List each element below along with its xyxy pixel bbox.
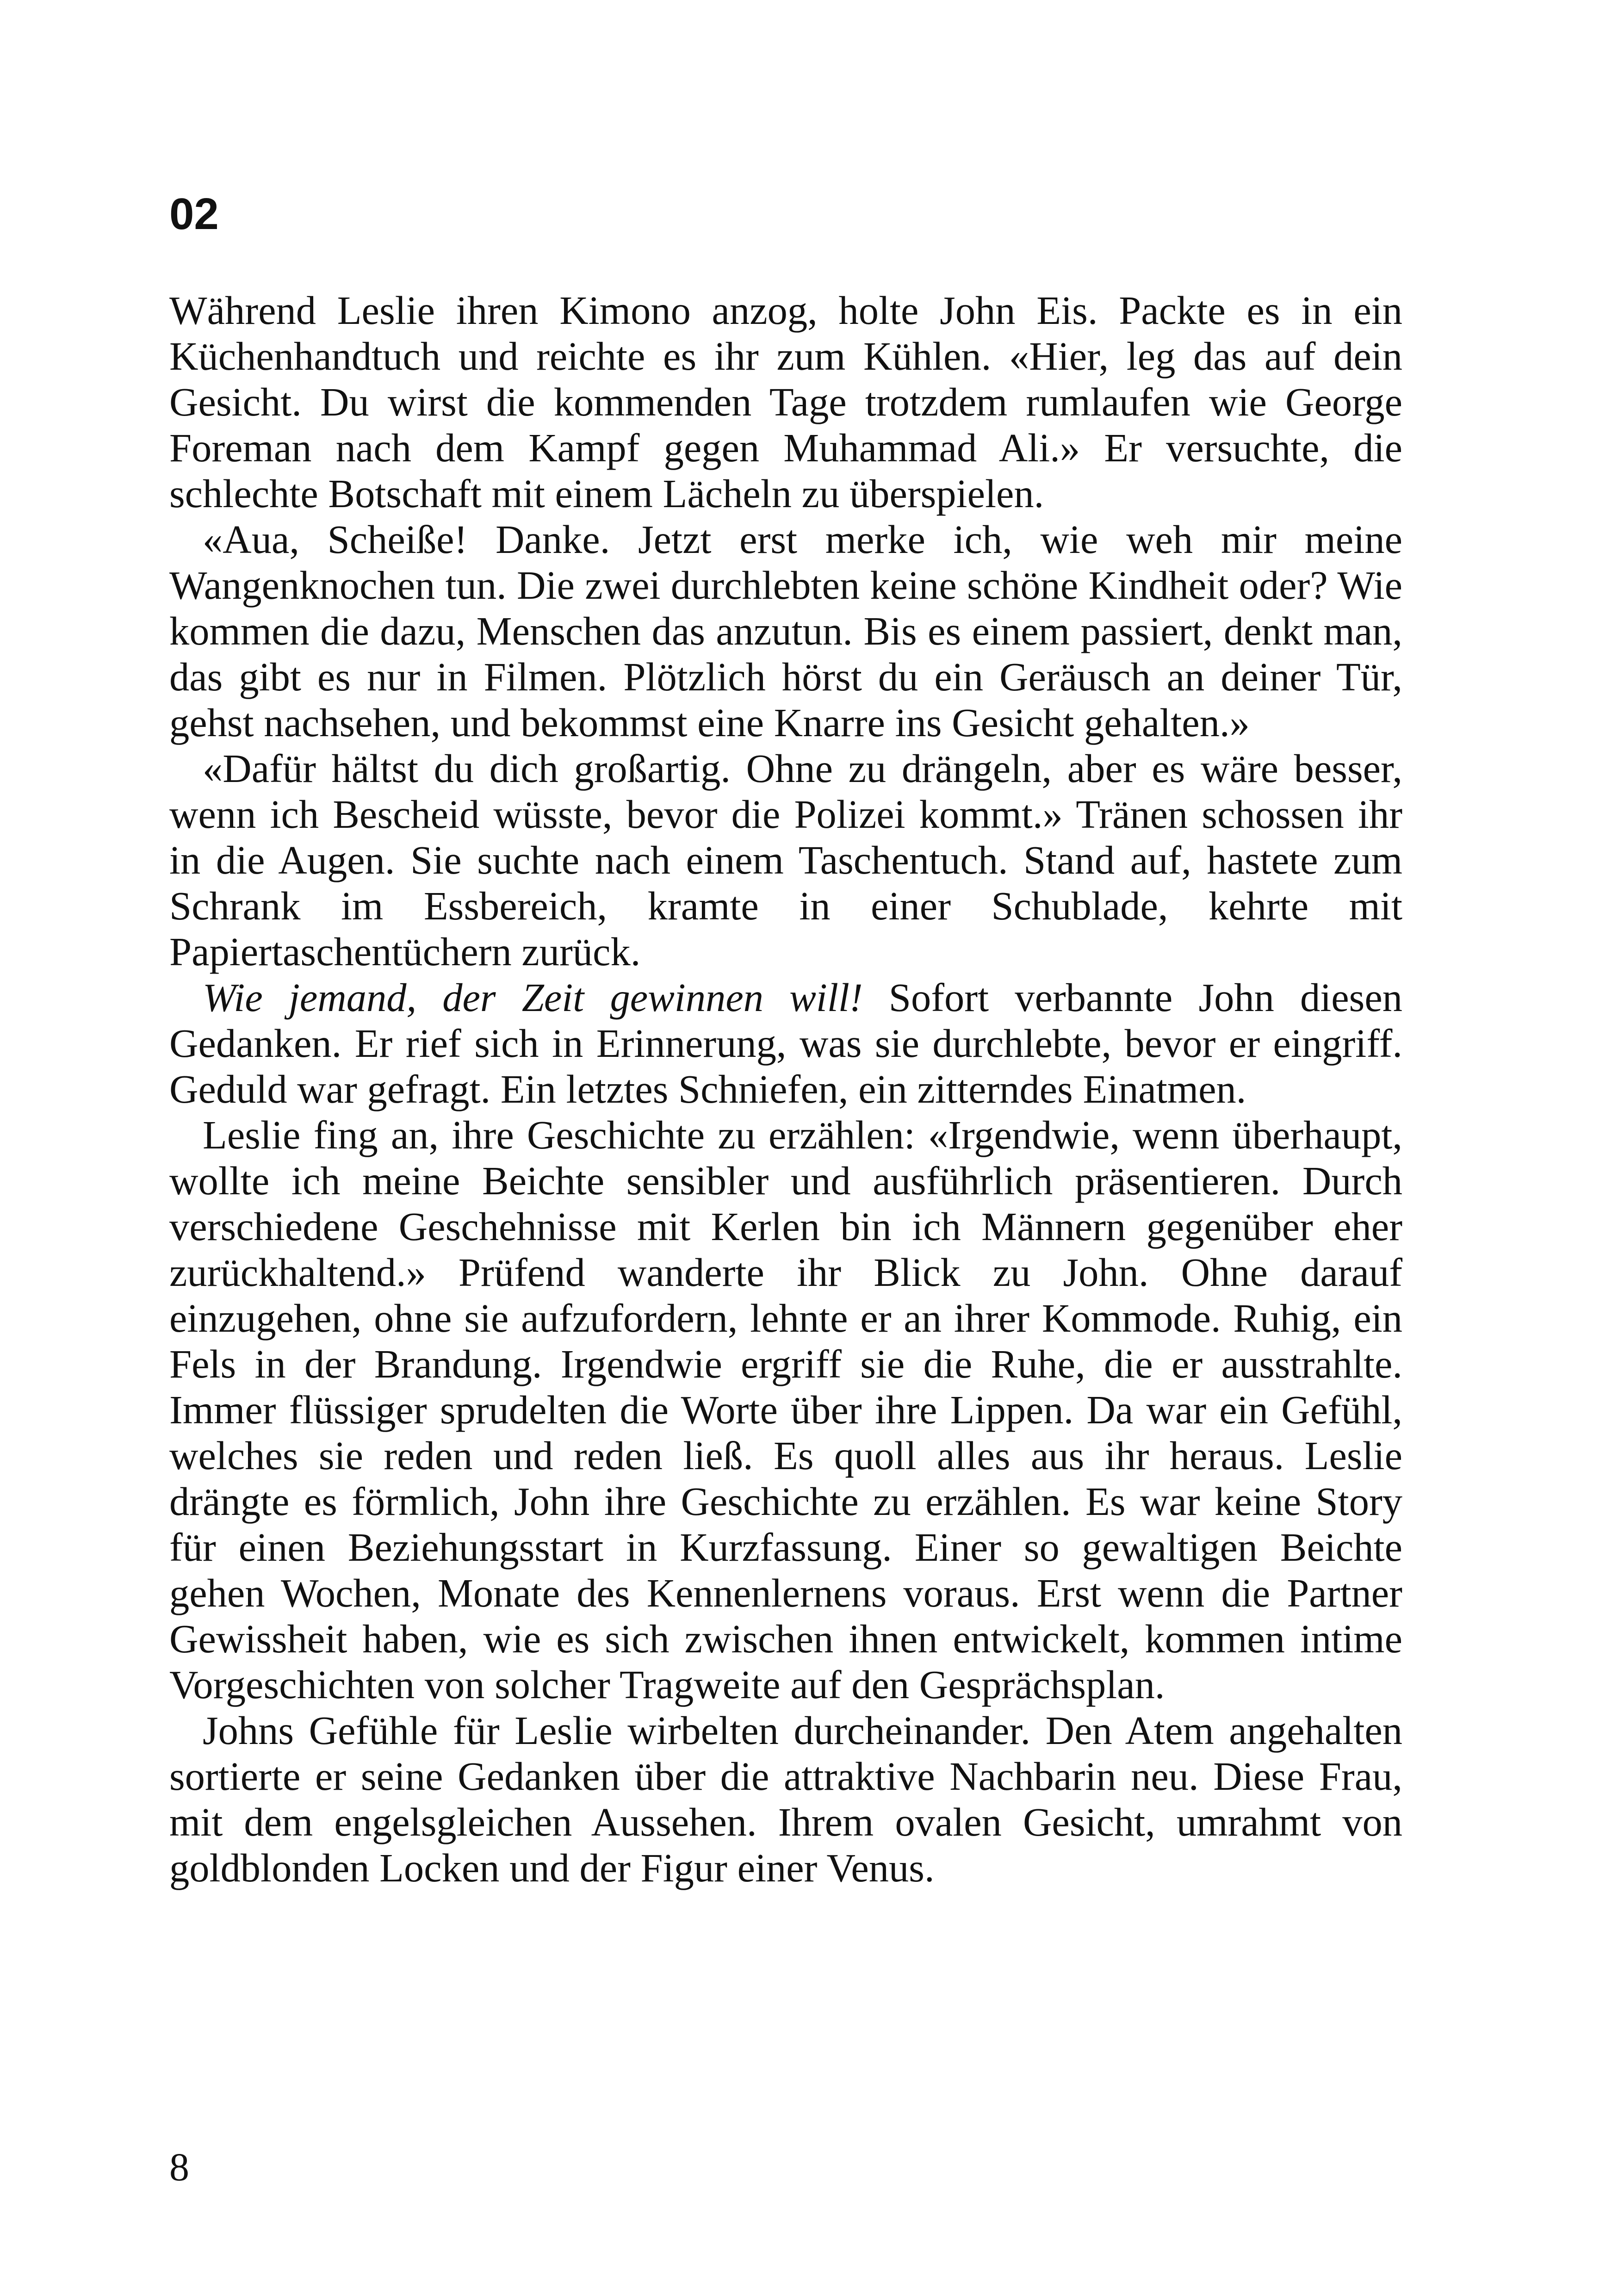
paragraph bbox=[169, 288, 1402, 517]
paragraph-text: «Dafür hältst du dich großartig. Ohne zu drängeln, aber es wäre besser, wenn ich Bescheid wüsste, bevor die Polizei kommt.» Tränen schossen ihr in die Augen. Sie suchte nach einem Taschentuch. Stand auf, hastete zum Schrank im Essbereich, kramte in einer Schublade, kehrte mit Papiertaschentüchern zurück. bbox=[169, 746, 1402, 974]
paragraph bbox=[169, 517, 1402, 746]
paragraph bbox=[169, 746, 1402, 975]
paragraph-text: Leslie fing an, ihre Geschichte zu erzählen: «Irgendwie, wenn überhaupt, wollte ich meine Beichte sensibler und ausführlich präsentieren. Durch verschiedene Geschehnisse mit Kerlen bin ich Männern gegenüber eher zurückhaltend.» Prüfend wanderte ihr Blick zu John. Ohne darauf einzugehen, ohne sie aufzufordern, lehnte er an ihrer Kommode. Ruhig, ein Fels in der Brandung. Irgendwie ergriff sie die Ruhe, die er ausstrahlte. Immer flüssiger sprudelten die Worte über ihre Lippen. Da war ein Gefühl, welches sie reden und reden ließ. Es quoll alles aus ihr heraus. Leslie drängte es förmlich, John ihre Geschichte zu erzählen. Es war keine Story für einen Beziehungsstart in Kurzfassung. Einer so gewaltigen Beichte gehen Wochen, Monate des Kennenlernens voraus. Erst wenn die Partner Gewissheit haben, wie es sich zwischen ihnen entwickelt, kommen intime Vorgeschichten von solcher Tragweite auf den Gesprächsplan. bbox=[169, 1113, 1402, 1707]
paragraph bbox=[169, 1708, 1402, 1891]
paragraph-text: Johns Gefühle für Leslie wirbelten durcheinander. Den Atem angehalten sortierte er seine Gedanken über die attraktive Nachbarin neu. Diese Frau, mit dem engelsgleichen Aussehen. Ihrem ovalen Gesicht, umrahmt von goldblonden Locken und der Figur einer Venus. bbox=[169, 1708, 1402, 1890]
italic-thought: Wie jemand, der Zeit gewinnen will! bbox=[203, 975, 863, 1020]
paragraph-text: «Aua, Scheiße! Danke. Jetzt erst merke ich, wie weh mir meine Wangenknochen tun. Die zwei durchlebten keine schöne Kindheit oder? Wie kommen die dazu, Menschen das anzutun. Bis es einem passiert, denkt man, das gibt es nur in Filmen. Plötzlich hörst du ein Geräusch an deiner Tür, gehst nachsehen, und bekommst eine Knarre ins Gesicht gehalten.» bbox=[169, 517, 1402, 745]
paragraph-text: Während Leslie ihren Kimono anzog, holte John Eis. Packte es in ein Küchenhandtuch und reichte es ihr zum Kühlen. «Hier, leg das auf dein Gesicht. Du wirst die kommenden Tage trotzdem rumlaufen wie George Foreman nach dem Kampf gegen Muhammad Ali.» Er versuchte, die schlechte Botschaft mit einem Lächeln zu überspielen. bbox=[169, 288, 1402, 516]
paragraph bbox=[169, 975, 1402, 1112]
body-text bbox=[169, 288, 1402, 1891]
paragraph bbox=[169, 1112, 1402, 1708]
paragraph-text: Sofort verbannte John diesen Gedanken. Er rief sich in Erinnerung, was sie durchlebte, bevor er eingriff. Geduld war gefragt. Ein letztes Schniefen, ein zitterndes Einatmen. bbox=[169, 975, 1402, 1111]
chapter-number: 02 bbox=[169, 189, 219, 239]
page-number: 8 bbox=[169, 2145, 189, 2189]
